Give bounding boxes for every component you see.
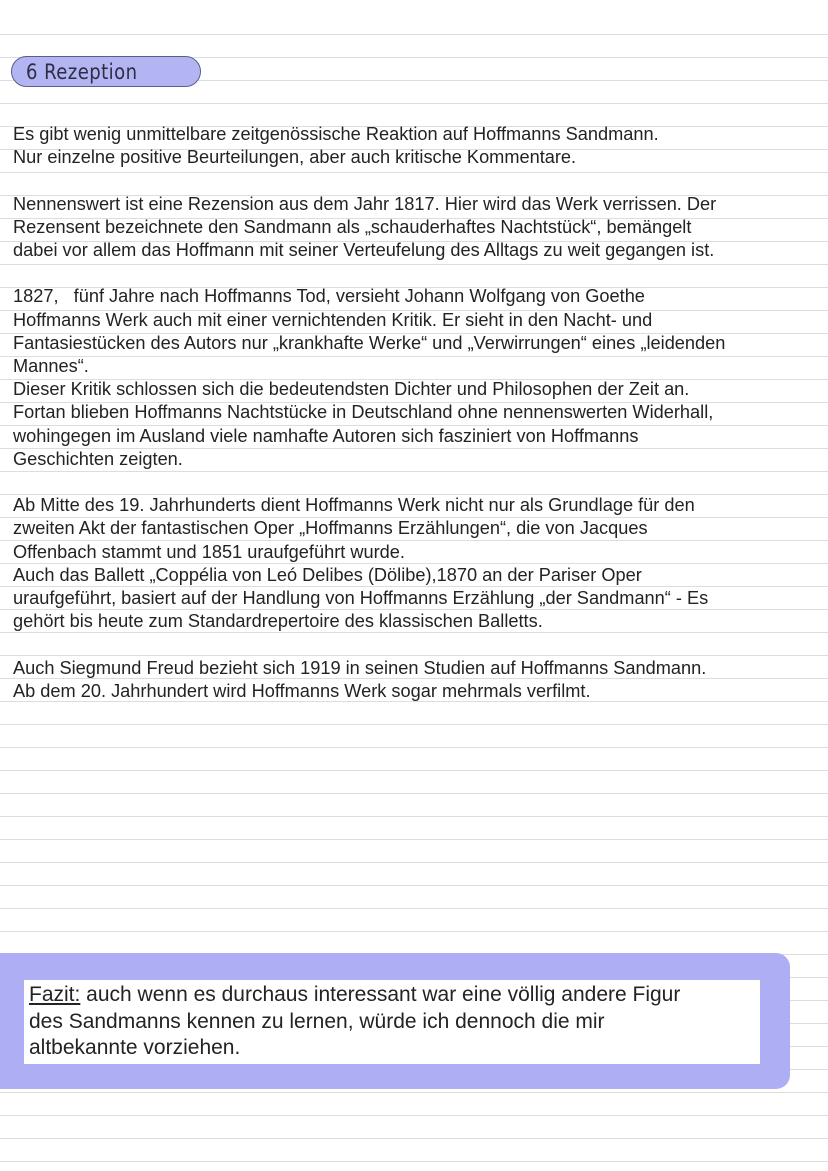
conclusion-highlight-box [0, 953, 790, 1089]
conclusion-line: altbekannte vorziehen. [29, 1036, 241, 1059]
text-line: Rezensent bezeichnete den Sandmann als „schauderhaftes Nachtstück“, bemängelt [13, 216, 692, 237]
text-line: wohingegen im Ausland viele namhafte Autoren sich fasziniert von Hoffmanns [13, 425, 639, 446]
section-heading: 6 Rezeption [26, 59, 138, 84]
section-heading-badge [11, 56, 201, 87]
text-line: uraufgeführt, basiert auf der Handlung von Hoffmanns Erzählung „der Sandmann“ - Es [13, 588, 709, 609]
text-line: Geschichten zeigten. [13, 448, 183, 469]
text-line: Fantasiestücken des Autors nur „krankhafte Werke“ und „Verwirrungen“ eines „leidenden [13, 332, 726, 353]
paragraph-goethe-1827 [13, 285, 818, 471]
text-line: Auch das Ballett „Coppélia von Leó Delibes (Dölibe),1870 an der Pariser Oper [13, 564, 642, 585]
text-line: Dieser Kritik schlossen sich die bedeutendsten Dichter und Philosophen der Zeit an. [13, 379, 690, 400]
text-line: zweiten Akt der fantastischen Oper „Hoffmanns Erzählungen“, die von Jacques [13, 518, 648, 539]
text-line: Ab Mitte des 19. Jahrhunderts dient Hoffmanns Werk nicht nur als Grundlage für den [13, 495, 695, 516]
conclusion-label: Fazit: [29, 983, 81, 1006]
paragraph-freud-films [13, 657, 818, 703]
text-line: Es gibt wenig unmittelbare zeitgenössische Reaktion auf Hoffmanns Sandmann. [13, 124, 659, 144]
body-text [13, 123, 818, 726]
text-line: Nennenswert ist eine Rezension aus dem Jahr 1817. Hier wird das Werk verrissen. Der [13, 193, 717, 214]
text-line: Nur einzelne positive Beurteilungen, aber auch kritische Kommentare. [13, 147, 577, 168]
text-line: Hoffmanns Werk auch mit einer vernichtenden Kritik. Er sieht in den Nacht- und [13, 309, 653, 330]
paragraph-review-1817 [13, 193, 818, 263]
paragraph-reaction [13, 123, 818, 169]
conclusion-line-1-text: auch wenn es durchaus interessant war eine völlig andere Figur [80, 983, 681, 1006]
text-line: gehört bis heute zum Standardrepertoire des klassischen Balletts. [13, 611, 543, 632]
conclusion-line [29, 982, 680, 1009]
conclusion-line: des Sandmanns kennen zu lernen, würde ich dennoch die mir [29, 1009, 605, 1033]
conclusion-text [29, 982, 680, 1062]
paragraph-opera-ballet [13, 494, 818, 633]
text-line: 1827, fünf Jahre nach Hoffmanns Tod, versieht Johann Wolfgang von Goethe [13, 286, 645, 307]
text-line: Offenbach stammt und 1851 uraufgeführt wurde. [13, 541, 405, 562]
text-line: dabei vor allem das Hoffmann mit seiner Verteufelung des Alltags zu weit gegangen ist. [13, 240, 715, 260]
conclusion-panel [24, 980, 760, 1064]
text-line: Ab dem 20. Jahrhundert wird Hoffmanns Werk sogar mehrmals verfilmt. [13, 680, 591, 701]
text-line: Mannes“. [13, 356, 89, 376]
text-line: Auch Siegmund Freud bezieht sich 1919 in seinen Studien auf Hoffmanns Sandmann. [13, 657, 707, 678]
text-line: Fortan blieben Hoffmanns Nachtstücke in Deutschland ohne nennenswerten Widerhall, [13, 402, 714, 423]
